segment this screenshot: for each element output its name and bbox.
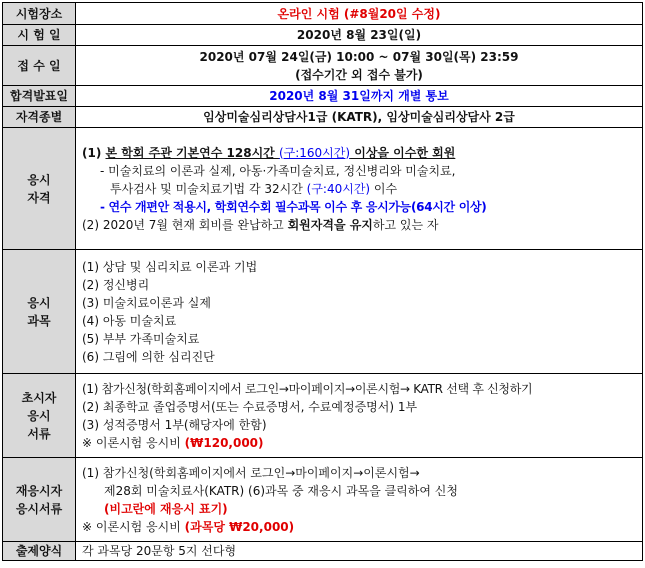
exam-info-sheet — [2, 2, 643, 566]
value-venue: 온라인 시험 (#8월20일 수정) — [76, 3, 643, 25]
row-license — [3, 107, 643, 128]
eligibility-reform-note: - 연수 개편안 적용시, 학회연수회 필수과목 이수 후 응시가능(64시간 이상) — [100, 199, 487, 214]
subject-item: (3) 미술치료이론과 실제 — [82, 295, 211, 310]
retake-remark: (비고란에 재응시 표기) — [104, 501, 228, 516]
value-subjects — [76, 250, 643, 374]
row-venue — [3, 3, 643, 25]
eligibility-hours-line — [82, 180, 636, 198]
value-first-docs — [76, 374, 643, 458]
application-period: 2020년 07월 24일(금) 10:00 ~ 07월 30일(목) 23:59 — [199, 49, 519, 64]
label-subjects-line1: 응시 — [27, 295, 51, 310]
row-eligibility — [3, 128, 643, 250]
subject-item: (6) 그림에 의한 심리진단 — [82, 349, 215, 364]
criterion-1-tail: 이상을 이수한 회원 — [350, 145, 456, 160]
value-retake-docs — [76, 458, 643, 542]
hours-tail: 이수 — [370, 181, 398, 196]
subject-item: (2) 정신병리 — [82, 277, 150, 292]
label-application: 접 수 일 — [3, 46, 76, 86]
criterion-1-old-hours: (구:160시간) — [278, 145, 351, 160]
label-eligibility — [3, 128, 76, 250]
label-license: 자격종별 — [3, 107, 76, 128]
retake-doc-item: (1) 참가신청(학회홈페이지에서 로그인→마이페이지→이론시험→ — [82, 465, 420, 480]
row-retake-docs — [3, 458, 643, 542]
row-format — [3, 542, 643, 561]
label-retake-docs-line2: 응시서류 — [15, 501, 63, 516]
exam-info-table — [2, 2, 643, 561]
value-format: 각 과목당 20문항 5지 선다형 — [76, 542, 643, 561]
value-application — [76, 46, 643, 86]
label-retake-docs — [3, 458, 76, 542]
value-eligibility — [76, 128, 643, 250]
eligibility-criterion-2 — [82, 216, 636, 234]
eligibility-subjects-line: - 미술치료의 이론과 실제, 아동·가족미술치료, 정신병리와 미술치료, — [100, 163, 456, 178]
hours-old: (구:40시간) — [306, 181, 371, 196]
criterion-1-main: 본 학회 주관 기본연수 128시간 — [105, 145, 279, 160]
retake-docs-fee — [82, 518, 636, 536]
retake-fee-amount: (과목당 ₩20,000) — [184, 519, 295, 534]
row-result — [3, 86, 643, 107]
first-doc-item: (1) 참가신청(학회홈페이지에서 로그인→마이페이지→이론시험→ KATR 선택 후 신청하기 — [82, 381, 533, 396]
label-exam-date: 시 험 일 — [3, 25, 76, 46]
label-retake-docs-line1: 재응시자 — [15, 483, 63, 498]
criterion-2-text: (2) 2020년 7월 현재 회비를 완납하고 — [82, 217, 288, 232]
label-eligibility-line2: 자격 — [27, 190, 51, 205]
criterion-2-tail: 하고 있는 자 — [372, 217, 439, 232]
subject-item: (5) 부부 가족미술치료 — [82, 331, 200, 346]
label-first-docs-line1: 초시자 — [21, 390, 57, 405]
label-result: 합격발표일 — [3, 86, 76, 107]
criterion-2-emphasis: 회원자격을 유지 — [287, 217, 373, 232]
criterion-1-number: (1) — [82, 145, 106, 160]
label-venue: 시험장소 — [3, 3, 76, 25]
eligibility-criterion-1 — [82, 144, 636, 162]
label-subjects — [3, 250, 76, 374]
hours-text: 투사검사 및 미술치료기법 각 32시간 — [110, 181, 307, 196]
label-format: 출제양식 — [3, 542, 76, 561]
label-first-docs-line2: 응시 — [27, 408, 51, 423]
subject-item: (1) 상담 및 심리치료 이론과 기법 — [82, 259, 258, 274]
label-subjects-line2: 과목 — [27, 313, 51, 328]
retake-doc-item: 제28회 미술치료사(KATR) (6)과목 중 재응시 과목을 클릭하여 신청 — [104, 483, 458, 498]
first-doc-item: (2) 최종학교 졸업증명서(또는 수료증명서, 수료예정증명서) 1부 — [82, 399, 418, 414]
value-result: 2020년 8월 31일까지 개별 통보 — [76, 86, 643, 107]
application-note: (접수기간 외 접수 불가) — [295, 67, 423, 82]
subject-item: (4) 아동 미술치료 — [82, 313, 177, 328]
value-exam-date: 2020년 8월 23일(일) — [76, 25, 643, 46]
row-application — [3, 46, 643, 86]
retake-fee-label: ※ 이론시험 응시비 — [82, 519, 185, 534]
first-docs-fee — [82, 434, 636, 452]
label-first-docs — [3, 374, 76, 458]
row-first-docs — [3, 374, 643, 458]
first-doc-item: (3) 성적증명서 1부(해당자에 한함) — [82, 417, 267, 432]
row-exam-date — [3, 25, 643, 46]
value-license: 임상미술심리상담사1급 (KATR), 임상미술심리상담사 2급 — [76, 107, 643, 128]
label-eligibility-line1: 응시 — [27, 172, 51, 187]
first-fee-amount: (₩120,000) — [184, 435, 264, 450]
first-fee-label: ※ 이론시험 응시비 — [82, 435, 185, 450]
label-first-docs-line3: 서류 — [27, 426, 51, 441]
row-subjects — [3, 250, 643, 374]
